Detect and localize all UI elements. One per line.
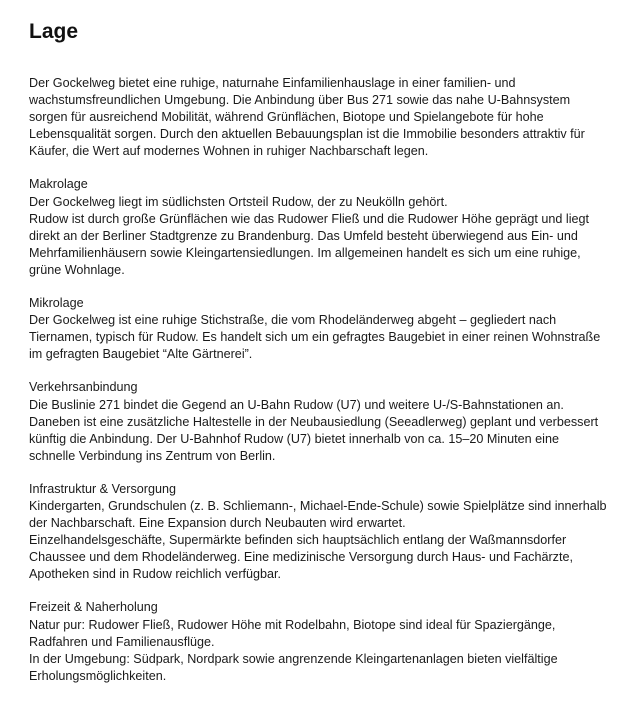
section-title: Verkehrsanbindung: [29, 380, 138, 395]
section-mikrolage: [29, 295, 607, 363]
section-text: Einzelhandelsgeschäfte, Supermärkte befinden sich hauptsächlich entlang der Waßmannsdorfer Chaussee und dem Rhodeländerweg. Eine medizinische Versorgung durch Haus- und Fachärzte, Apotheken sind in Rudow reichlich verfügbar.: [29, 533, 573, 582]
section-text: Rudow ist durch große Grünflächen wie das Rudower Fließ und die Rudower Höhe geprägt und liegt direkt an der Berliner Stadtgrenze zu Brandenburg. Das Umfeld besteht überwiegend aus Ein- und Mehrfamilienhäusern sowie Kleingartensiedlungen. Im allgemeinen handelt es sich um eine ruhige, grüne Wohnlage.: [29, 211, 590, 277]
section-title: Makrolage: [29, 177, 88, 192]
section-text: Kindergarten, Grundschulen (z. B. Schliemann-, Michael-Ende-Schule) sowie Spielplätze sind innerhalb der Nachbarschaft. Eine Expansion durch Neubauten wird erwartet.: [29, 498, 607, 531]
section-text: Natur pur: Rudower Fließ, Rudower Höhe mit Rodelbahn, Biotope sind ideal für Spaziergänge, Radfahren und Familienausflüge.: [29, 617, 556, 649]
intro-paragraph: Der Gockelweg bietet eine ruhige, naturnahe Einfamilienhauslage in einer familien- und wachstumsfreundlichen Umgebung. Die Anbindung über Bus 271 sowie das nahe U-Bahnsystem sorgen für ausreichend Mobilität, während Grünflächen, Biotope und Spielangebote für hohe Lebensqualität sorgen. Durch den aktuellen Bebauungsplan ist die Immobilie besonders attraktiv für Käufer, die Wert auf modernes Wohnen in ruhiger Nachbarschaft legen.: [29, 76, 585, 159]
section-makrolage: [29, 176, 607, 279]
section-text: Die Buslinie 271 bindet die Gegend an U-Bahn Rudow (U7) und weitere U-/S-Bahnstationen an. Daneben ist eine zusätzliche Haltestelle in der Neubausiedlung (Seeadlerweg) geplant und verbessert künftig die Anbindung. Der U-Bahnhof Rudow (U7) bietet innerhalb von ca. 15–20 Minuten eine schnelle Verbindung ins Zentrum von Berlin.: [29, 397, 599, 463]
section-text: Der Gockelweg liegt im südlichsten Ortsteil Rudow, der zu Neukölln gehört.: [29, 194, 448, 209]
section-text: Der Gockelweg ist eine ruhige Stichstraße, die vom Rhodeländerweg abgeht – gegliedert nach Tiernamen, typisch für Rudow. Es handelt sich um ein gefragtes Baugebiet in einer reinen Wohnstraße im gefragten Baugebiet “Alte Gärtnerei”.: [29, 313, 601, 362]
section-verkehrsanbindung: [29, 379, 607, 464]
section-title: Freizeit & Naherholung: [29, 600, 158, 615]
section-text: In der Umgebung: Südpark, Nordpark sowie angrenzende Kleingartenanlagen bieten vielfältige Erholungsmöglichkeiten.: [29, 651, 558, 683]
section-title: Infrastruktur & Versorgung: [29, 481, 176, 496]
section-freizeit: [29, 599, 607, 684]
section-title: Mikrolage: [29, 296, 84, 311]
section-infrastruktur: [29, 481, 607, 584]
document-content: [29, 75, 607, 701]
page-title: Lage: [29, 20, 79, 43]
